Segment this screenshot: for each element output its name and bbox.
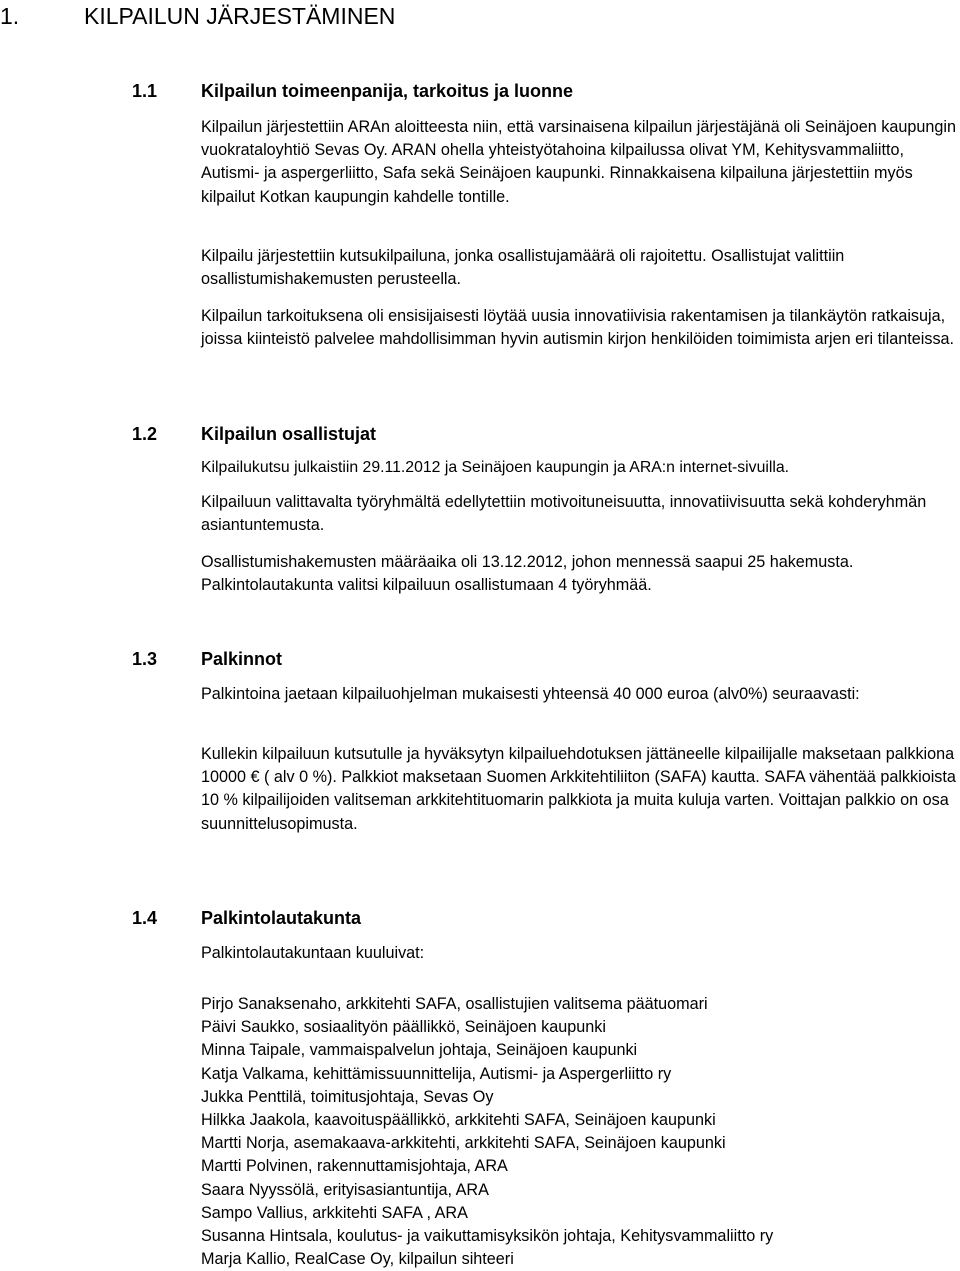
paragraph: Kilpailu järjestettiin kutsukilpailuna, jonka osallistujamäärä oli rajoitettu. Osallistujat valittiin osallistumishakemusten perusteella. bbox=[201, 247, 845, 289]
section-number: 1.1 bbox=[132, 81, 158, 101]
section-number: 1.3 bbox=[132, 649, 158, 669]
jury-member: Sampo Vallius, arkkitehti SAFA , ARA bbox=[201, 1203, 468, 1222]
jury-member: Marja Kallio, RealCase Oy, kilpailun sihteeri bbox=[201, 1250, 514, 1269]
jury-member: Saara Nyyssölä, erityisasiantuntija, ARA bbox=[201, 1180, 489, 1199]
jury-member: Martti Polvinen, rakennuttamisjohtaja, ARA bbox=[201, 1157, 508, 1176]
jury-member: Päivi Saukko, sosiaalityön päällikkö, Seinäjoen kaupunki bbox=[201, 1018, 606, 1037]
section-number: 1.4 bbox=[132, 908, 158, 928]
section-number: 1.2 bbox=[132, 424, 158, 444]
section-title: Palkinnot bbox=[201, 649, 283, 669]
paragraph: Kullekin kilpailuun kutsutulle ja hyväksytyn kilpailuehdotuksen jättäneelle kilpailijalle maksetaan palkkiona 10000 € ( alv 0 %). Palkkiot maksetaan Suomen Arkkitehtiliiton (SAFA) kautta. SAFA vähentää palkkioista 10 % kilpailijoiden valitseman arkkitehtituomarin palkkiota ja muita kuluja varten. Voittajan palkkio on osa suunnittelusopimusta. bbox=[201, 745, 956, 833]
jury-member-list bbox=[201, 993, 959, 1271]
paragraph: Kilpailun tarkoituksena oli ensisijaisesti löytää uusia innovatiivisia rakentamisen ja tilankäytön ratkaisuja, joissa kiinteistö palvelee mahdollisimman hyvin autismin kirjon henkilöiden toimimista arjen eri tilanteissa. bbox=[201, 307, 955, 349]
paragraph: Palkintoina jaetaan kilpailuohjelman mukaisesti yhteensä 40 000 euroa (alv0%) seuraavasti: bbox=[201, 685, 860, 703]
section-heading-1-4 bbox=[132, 907, 361, 929]
jury-member: Katja Valkama, kehittämissuunnittelija, Autismi- ja Aspergerliitto ry bbox=[201, 1064, 672, 1083]
section-title: Kilpailun osallistujat bbox=[201, 424, 377, 444]
section-heading-1-2 bbox=[132, 423, 376, 445]
jury-member: Minna Taipale, vammaispalvelun johtaja, Seinäjoen kaupunki bbox=[201, 1041, 638, 1060]
section-title: Palkintolautakunta bbox=[201, 908, 362, 928]
section-title: Kilpailun toimeenpanija, tarkoitus ja luonne bbox=[201, 81, 574, 101]
jury-member: Pirjo Sanaksenaho, arkkitehti SAFA, osallistujien valitsema päätuomari bbox=[201, 995, 708, 1013]
paragraph: Kilpailun järjestettiin ARAn aloitteesta niin, että varsinaisena kilpailun järjestäjänä oli Seinäjoen kaupungin vuokrataloyhtiö Sevas Oy. ARAN ohella yhteistyötahoina kilpailussa olivat YM, Kehitysvammaliitto, Autismi- ja aspergerliitto, Safa sekä Seinäjoen kaupunki. Rinnakkaisena kilpailuna järjestettiin myös kilpailut Kotkan kaupungin kahdelle tontille. bbox=[201, 118, 956, 206]
chapter-heading bbox=[0, 2, 395, 30]
jury-member: Jukka Penttilä, toimitusjohtaja, Sevas Oy bbox=[201, 1087, 494, 1106]
jury-member: Hilkka Jaakola, kaavoituspäällikkö, arkkitehti SAFA, Seinäjoen kaupunki bbox=[201, 1111, 716, 1130]
jury-member: Martti Norja, asemakaava-arkkitehti, arkkitehti SAFA, Seinäjoen kaupunki bbox=[201, 1134, 726, 1153]
chapter-number: 1. bbox=[0, 3, 20, 29]
section-heading-1-3 bbox=[132, 648, 282, 670]
paragraph: Palkintolautakuntaan kuuluivat: bbox=[201, 944, 425, 962]
jury-member: Susanna Hintsala, koulutus- ja vaikuttamisyksikön johtaja, Kehitysvammaliitto ry bbox=[201, 1227, 774, 1246]
section-heading-1-1 bbox=[132, 80, 573, 102]
paragraph: Kilpailukutsu julkaistiin 29.11.2012 ja Seinäjoen kaupungin ja ARA:n internet-sivuilla. bbox=[201, 459, 790, 476]
chapter-title: KILPAILUN JÄRJESTÄMINEN bbox=[84, 3, 396, 29]
paragraph: Kilpailuun valittavalta työryhmältä edellytettiin motivoituneisuutta, innovatiivisuutta sekä kohderyhmän asiantuntemusta. bbox=[201, 493, 927, 535]
paragraph: Osallistumishakemusten määräaika oli 13.12.2012, johon mennessä saapui 25 hakemusta. Palkintolautakunta valitsi kilpailuun osallistumaan 4 työryhmää. bbox=[201, 553, 854, 595]
